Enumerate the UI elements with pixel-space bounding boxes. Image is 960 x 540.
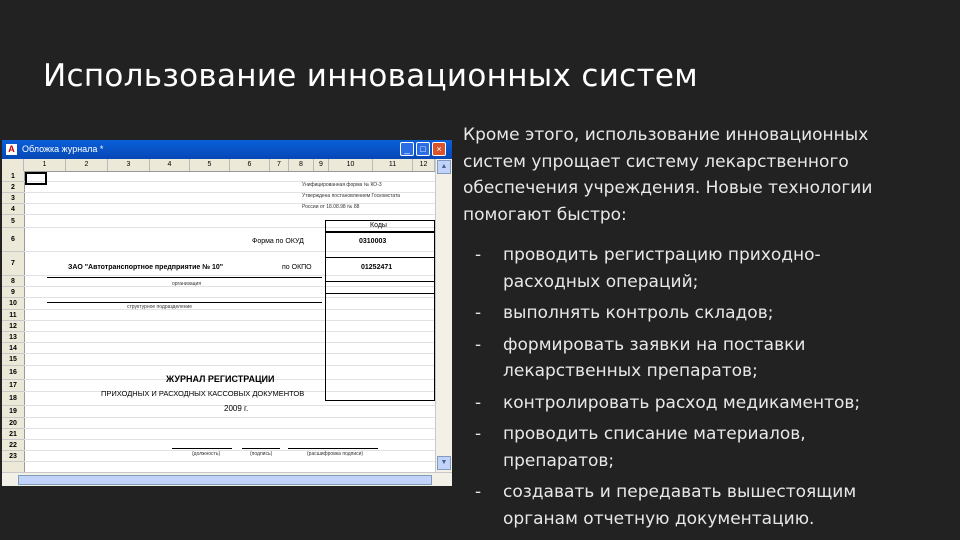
row-header-cell[interactable]: 5 <box>2 215 24 228</box>
bullet-item <box>463 242 903 295</box>
journal-title: ЖУРНАЛ РЕГИСТРАЦИИ <box>166 374 275 384</box>
organization-name: ЗАО "Автотранспортное предприятие № 10" <box>68 264 224 271</box>
bullet-dash: - <box>475 245 482 265</box>
row-header-cell[interactable]: 13 <box>2 332 24 343</box>
okud-code: 0310003 <box>359 238 387 245</box>
page-title: Использование инновационных систем <box>43 58 698 94</box>
row-header-cell[interactable]: 12 <box>2 321 24 332</box>
row-header <box>2 171 25 472</box>
scroll-down-icon[interactable]: ▼ <box>437 456 451 470</box>
column-header-cell[interactable]: 8 <box>289 159 314 171</box>
name-caption: (расшифровка подписи) <box>307 451 364 457</box>
bullet-item <box>463 479 903 532</box>
bullet-text: проводить регистрацию приходно-расходных операций; <box>503 245 821 292</box>
column-header-cell[interactable]: 9 <box>314 159 329 171</box>
column-header-cell[interactable]: 11 <box>373 159 413 171</box>
grid-line <box>24 428 435 429</box>
column-header-cell[interactable]: 7 <box>270 159 289 171</box>
grid-line <box>24 417 435 418</box>
organization-underline <box>47 277 322 278</box>
bullet-item <box>463 421 903 474</box>
bullet-dash: - <box>475 334 482 355</box>
row-header-cell[interactable]: 3 <box>2 193 24 204</box>
approval-line-3: России от 18.08.98 № 88 <box>302 204 360 210</box>
grid-line <box>24 461 435 462</box>
row-header-cell[interactable]: 11 <box>2 310 24 321</box>
okpo-code: 01252471 <box>361 264 393 271</box>
bullet-text: выполнять контроль складов; <box>503 303 774 323</box>
spreadsheet-window <box>2 140 452 486</box>
journal-year: 2009 г. <box>224 404 249 413</box>
codes-header: Коды <box>370 222 387 229</box>
column-header-cell[interactable]: 12 <box>413 159 435 171</box>
grid-line <box>24 439 435 440</box>
window-titlebar <box>2 140 452 159</box>
row-header-cell[interactable]: 22 <box>2 440 24 451</box>
grid-line <box>24 214 435 215</box>
okpo-label: по ОКПО <box>282 264 312 271</box>
bullet-text: проводить списание материалов, препаратов; <box>503 424 806 471</box>
row-header-cell[interactable]: 15 <box>2 354 24 366</box>
row-header-cell[interactable]: 6 <box>2 228 24 252</box>
bullet-text: создавать и передавать вышестоящим органам отчетную документацию. <box>503 482 857 529</box>
row-header-cell[interactable]: 8 <box>2 276 24 287</box>
row-header-cell[interactable]: 10 <box>2 298 24 310</box>
bullet-dash: - <box>475 392 482 413</box>
name-underline <box>288 448 378 449</box>
row-header-cell[interactable]: 21 <box>2 429 24 440</box>
app-icon: A <box>6 144 17 155</box>
corner-cell[interactable] <box>2 159 24 171</box>
okud-label: Форма по ОКУД <box>252 238 304 245</box>
active-cell[interactable] <box>25 172 47 185</box>
bullet-item <box>463 332 903 385</box>
bullet-dash: - <box>475 303 482 323</box>
row-header-cell[interactable]: 1 <box>2 171 24 182</box>
approval-line-2: Утверждена постановлением Госкомстата <box>302 193 401 199</box>
column-header-cell[interactable]: 2 <box>66 159 108 171</box>
column-header-cell[interactable]: 3 <box>108 159 150 171</box>
bullet-item <box>463 300 903 327</box>
row-header-cell[interactable]: 23 <box>2 451 24 462</box>
row-header-cell[interactable]: 18 <box>2 392 24 406</box>
position-caption: (должность) <box>192 451 221 457</box>
row-header-cell[interactable]: 17 <box>2 380 24 392</box>
division-underline <box>47 302 322 303</box>
column-header-cell[interactable]: 6 <box>230 159 270 171</box>
codes-divider-2 <box>325 281 435 282</box>
row-header-cell[interactable]: 2 <box>2 182 24 193</box>
row-header-cell[interactable]: 4 <box>2 204 24 215</box>
signature-caption: (подпись) <box>250 451 273 457</box>
organization-caption: организация <box>172 281 202 287</box>
row-header-cell[interactable]: 9 <box>2 287 24 298</box>
spreadsheet-grid[interactable] <box>2 159 435 472</box>
intro-paragraph: Кроме этого, использование инновационных систем упрощает систему лекарственного обеспечения учреждения. Новые технологии помогают быстро: <box>463 125 873 225</box>
signature-underline <box>242 448 280 449</box>
row-header-cell[interactable]: 16 <box>2 366 24 380</box>
codes-divider-3 <box>325 293 435 294</box>
restore-button[interactable]: □ <box>416 142 430 156</box>
horizontal-scroll-thumb[interactable] <box>18 475 432 485</box>
division-caption: структурное подразделение <box>127 304 193 310</box>
horizontal-scrollbar[interactable] <box>2 472 452 486</box>
position-underline <box>172 448 232 449</box>
approval-line-1: Унифицированная форма № КО-3 <box>302 182 382 188</box>
bullet-dash: - <box>475 482 482 502</box>
bullet-list <box>463 242 903 532</box>
column-header-cell[interactable]: 1 <box>24 159 66 171</box>
close-button[interactable]: × <box>432 142 446 156</box>
column-header-cell[interactable]: 5 <box>190 159 230 171</box>
window-title: Обложка журнала * <box>22 144 104 154</box>
bullet-item <box>463 390 903 417</box>
row-header-cell[interactable]: 19 <box>2 406 24 418</box>
bullet-text: формировать заявки на поставки лекарственных препаратов; <box>503 334 806 381</box>
bullet-dash: - <box>475 424 482 444</box>
bullet-text: контролировать расход медикаментов; <box>503 392 861 413</box>
grid-line <box>24 203 435 204</box>
vertical-scrollbar[interactable] <box>435 159 452 472</box>
column-header-cell[interactable]: 10 <box>329 159 373 171</box>
journal-subtitle: ПРИХОДНЫХ И РАСХОДНЫХ КАССОВЫХ ДОКУМЕНТОВ <box>101 389 305 398</box>
grid-line <box>24 450 435 451</box>
scroll-up-icon[interactable]: ▲ <box>437 160 451 174</box>
minimize-button[interactable]: _ <box>400 142 414 156</box>
row-header-cell[interactable]: 7 <box>2 252 24 276</box>
slide-body <box>463 122 903 537</box>
row-header-cell[interactable]: 20 <box>2 418 24 429</box>
column-header <box>2 159 435 172</box>
column-header-cell[interactable]: 4 <box>150 159 190 171</box>
codes-divider-1 <box>325 257 435 258</box>
row-header-cell[interactable]: 14 <box>2 343 24 354</box>
